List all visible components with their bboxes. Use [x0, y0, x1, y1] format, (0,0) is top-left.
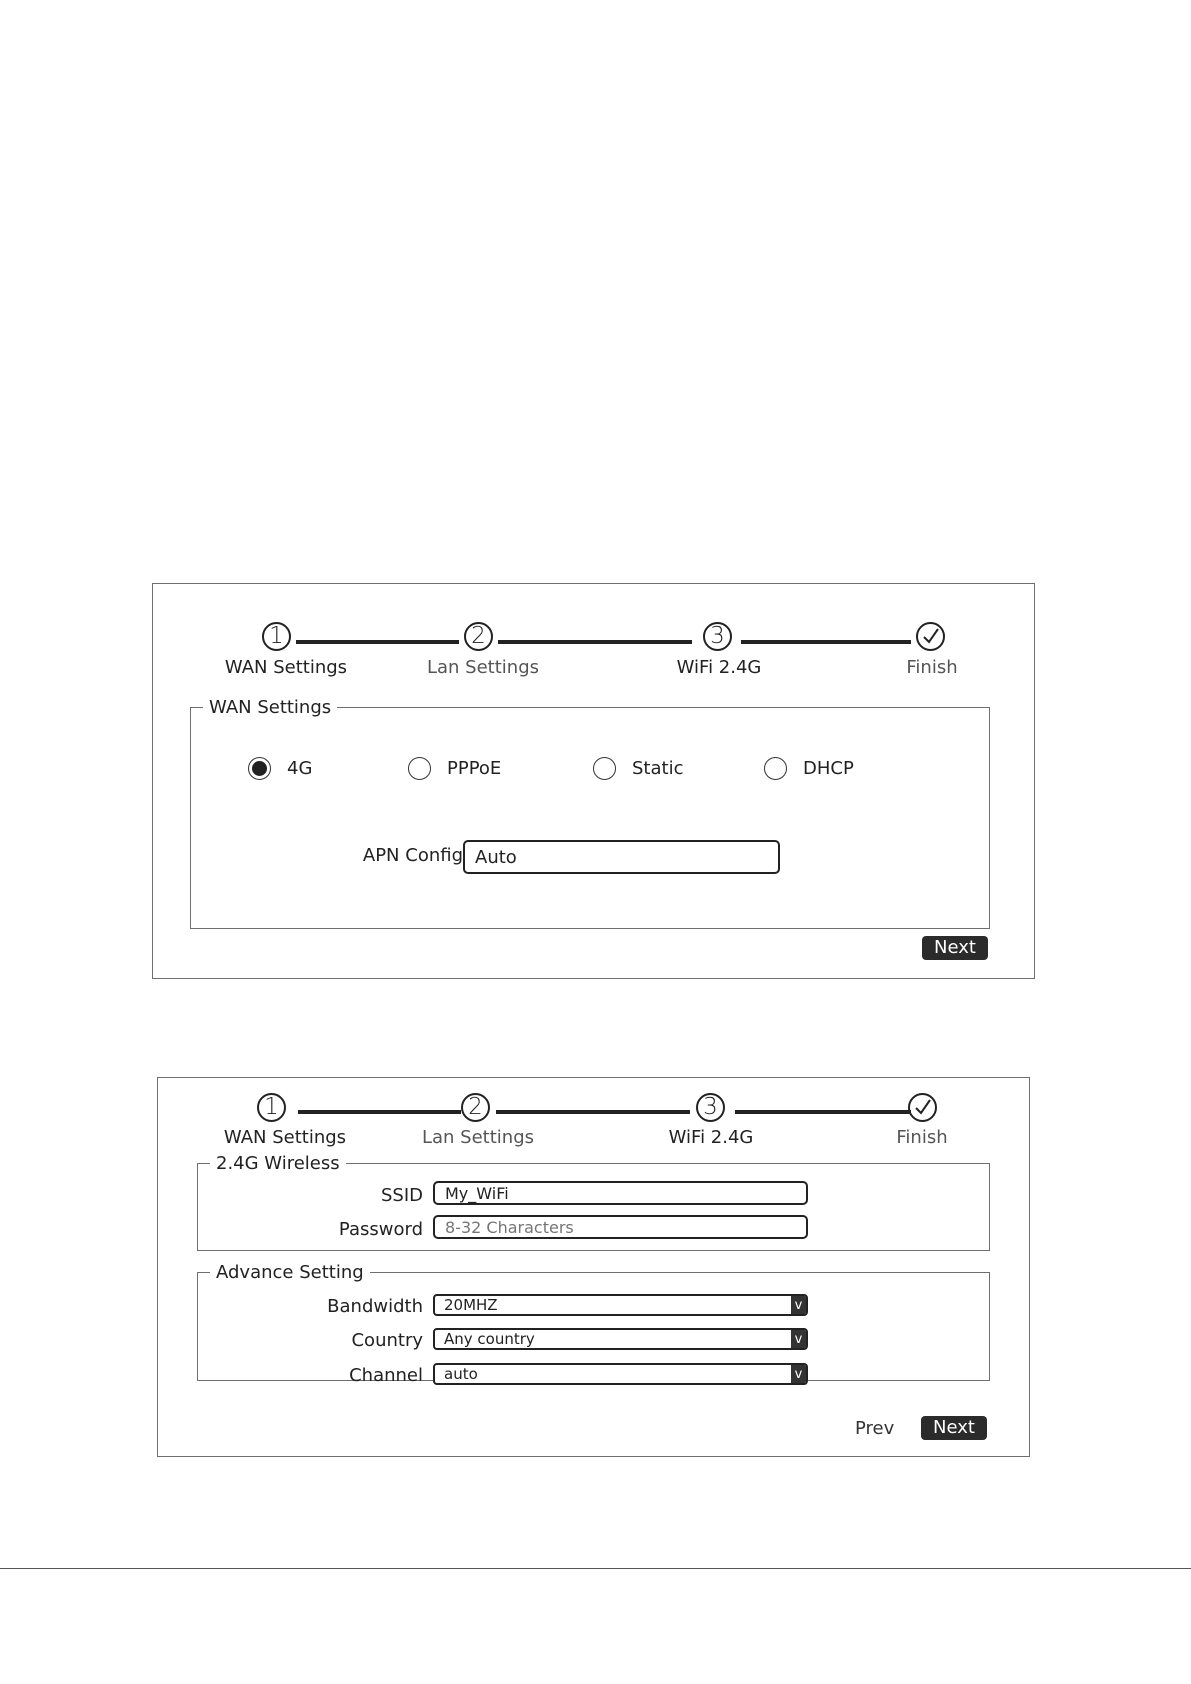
channel-label: Channel [349, 1365, 423, 1386]
step-label-lan: Lan Settings [426, 657, 540, 678]
step-3-circle: 3 [703, 622, 732, 651]
password-label: Password [338, 1219, 423, 1240]
chevron-down-icon[interactable]: v [791, 1365, 806, 1383]
radio-dhcp-dot[interactable] [764, 757, 787, 780]
prev-button[interactable]: Prev [855, 1418, 895, 1439]
step-label-wifi: WiFi 2.4G [676, 657, 762, 678]
page-divider [0, 1568, 1191, 1569]
radio-static-dot[interactable] [593, 757, 616, 780]
apn-config-label: APN Config [362, 845, 463, 866]
apn-config-input[interactable] [463, 840, 780, 874]
step-label-wan: WAN Settings [223, 1127, 347, 1148]
bandwidth-value: 20MHZ [444, 1296, 498, 1314]
radio-4g[interactable] [248, 757, 312, 780]
radio-pppoe-label: PPPoE [447, 758, 502, 779]
step-label-lan: Lan Settings [421, 1127, 535, 1148]
ssid-label: SSID [380, 1185, 423, 1206]
step-label-wan: WAN Settings [224, 657, 348, 678]
step-connector [498, 640, 692, 644]
step-3-circle: 3 [696, 1093, 725, 1122]
next-button[interactable]: Next [921, 1416, 987, 1440]
step-connector [741, 640, 911, 644]
radio-dhcp-label: DHCP [803, 758, 854, 779]
password-input[interactable] [433, 1215, 808, 1239]
wan-settings-legend: WAN Settings [209, 697, 332, 718]
ssid-input[interactable] [433, 1181, 808, 1205]
wan-settings-panel [152, 583, 1035, 979]
radio-4g-dot[interactable] [248, 757, 271, 780]
country-label: Country [351, 1330, 423, 1351]
advance-setting-legend: Advance Setting [216, 1262, 364, 1283]
step-connector [298, 1110, 461, 1114]
country-value: Any country [444, 1330, 535, 1348]
step-1-circle: 1 [257, 1093, 286, 1122]
step-connector [496, 1110, 690, 1114]
step-label-wifi: WiFi 2.4G [668, 1127, 754, 1148]
radio-pppoe-dot[interactable] [408, 757, 431, 780]
radio-4g-label: 4G [287, 758, 313, 779]
channel-select[interactable] [433, 1363, 808, 1385]
check-icon [916, 622, 945, 651]
country-select[interactable] [433, 1328, 808, 1350]
radio-static-label: Static [632, 758, 684, 779]
check-icon [908, 1093, 937, 1122]
step-connector [296, 640, 459, 644]
step-connector [735, 1110, 911, 1114]
radio-pppoe[interactable] [408, 757, 501, 780]
step-2-circle: 2 [461, 1093, 490, 1122]
wifi-settings-panel [157, 1077, 1030, 1457]
bandwidth-select[interactable] [433, 1294, 808, 1316]
bandwidth-label: Bandwidth [327, 1296, 423, 1317]
wireless-legend: 2.4G Wireless [216, 1153, 340, 1174]
next-button[interactable]: Next [922, 936, 988, 960]
step-2-circle: 2 [464, 622, 493, 651]
step-label-finish: Finish [906, 657, 958, 678]
wan-settings-group [190, 697, 990, 929]
radio-static[interactable] [593, 757, 683, 780]
channel-value: auto [444, 1365, 478, 1383]
step-1-circle: 1 [262, 622, 291, 651]
chevron-down-icon[interactable]: v [791, 1296, 806, 1314]
chevron-down-icon[interactable]: v [791, 1330, 806, 1348]
step-label-finish: Finish [896, 1127, 948, 1148]
radio-dhcp[interactable] [764, 757, 854, 780]
